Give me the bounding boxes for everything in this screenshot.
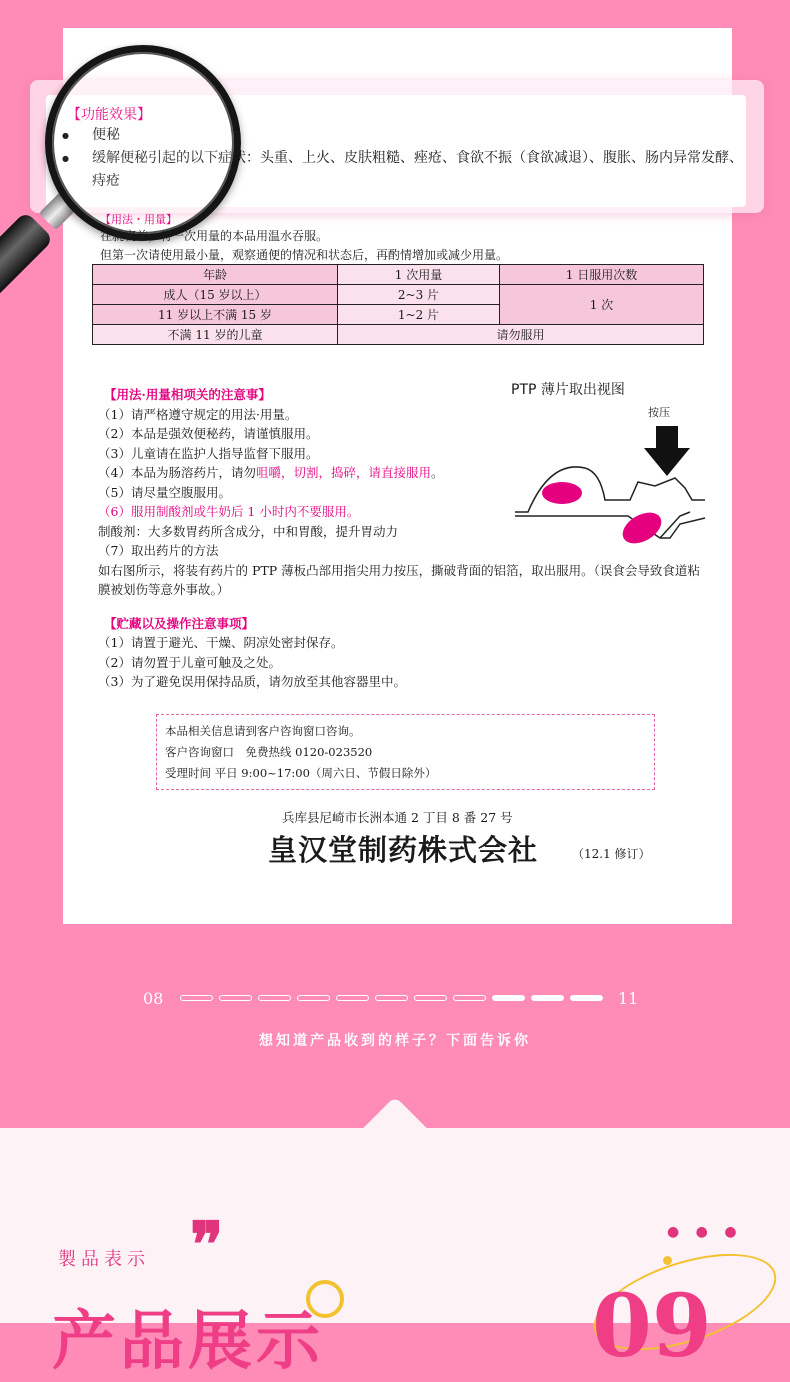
note-line: 如右图所示，将装有药片的 PTP 薄板凸部用指尖用力按压，撕破背面的铝箔，取出服用。（误食会导致食道粘膜被划伤等意外事故。）	[98, 562, 700, 597]
ptp-title: PTP 薄片取出视图	[511, 382, 625, 398]
table-header: 1 日服用次数	[500, 265, 704, 285]
company-name: 皇汉堂制药株式会社	[268, 833, 539, 867]
info-line: 受理时间 平日 9:00~17:00（周六日、节假日除外）	[165, 766, 437, 780]
table-cell: 成人（15 岁以上）	[93, 285, 338, 305]
quote-icon: ❞	[190, 1208, 224, 1281]
foil-tear	[660, 512, 690, 538]
effects-item: ● 缓解便秘引起的以下症状：头重、上火、皮肤粗糙、痤疮、食欲不振（食欲减退）、腹胀、肠内异常发酵、痔疮	[62, 147, 752, 193]
effects-title: 【功能效果】	[67, 107, 151, 123]
press-label: 按压	[648, 406, 670, 419]
note-line: （1）请严格遵守规定的用法·用量。	[98, 406, 298, 422]
pager-step	[375, 995, 408, 1001]
contact-info-box	[156, 714, 655, 790]
note-text: 。	[430, 465, 444, 480]
company-address: 兵库县尼崎市长洲本通 2 丁目 8 番 27 号	[282, 810, 513, 825]
pager-step	[258, 995, 291, 1001]
note-line: （5）请尽量空腹服用。	[98, 484, 231, 500]
arrow-shaft	[656, 426, 678, 448]
section-label: 製品表示	[58, 1249, 150, 1270]
pager-end: 11	[618, 989, 639, 1008]
pager-step	[297, 995, 330, 1001]
info-line: 客户咨询窗口 免费热线 0120-023520	[165, 745, 373, 759]
table-header: 1 次用量	[338, 265, 500, 285]
usage-line: 但第一次请使用最小量，观察通便的情况和状态后，再酌情增加或减少用量。	[100, 248, 509, 262]
table-cell: 1~2 片	[338, 305, 500, 325]
storage-line: （1）请置于避光、干燥、阴凉处密封保存。	[98, 635, 344, 650]
pager-step	[453, 995, 486, 1001]
magnifier-handle	[0, 211, 54, 303]
pager-step	[414, 995, 447, 1001]
pager-step	[531, 995, 564, 1001]
pager-step	[180, 995, 213, 1001]
pager-step	[219, 995, 252, 1001]
note-highlight: 咀嚼，切割，捣碎，请直接服用	[255, 465, 431, 480]
notes-title: 【用法·用量相项关的注意事】	[104, 387, 271, 402]
storage-title: 【贮藏以及操作注意事项】	[104, 615, 255, 631]
note-line: （3）儿童请在监护人指导监督下服用。	[98, 445, 319, 461]
pager-start: 08	[143, 989, 164, 1008]
storage-line: （2）请勿置于儿童可触及之处。	[98, 654, 281, 670]
pager-step	[492, 995, 525, 1001]
ptp-diagram	[510, 420, 710, 550]
table-cell: 1 次	[500, 285, 704, 325]
pager-step	[336, 995, 369, 1001]
note-line: （7）取出药片的方法	[98, 543, 219, 558]
table-cell: 2~3 片	[338, 285, 500, 305]
orbit-dot	[663, 1256, 672, 1265]
ring-decoration	[306, 1280, 344, 1318]
table-cell: 不满 11 岁的儿童	[93, 325, 338, 345]
storage-line: （3）为了避免误用保持品质，请勿放至其他容器里中。	[98, 674, 406, 689]
note-line: （6）服用制酸剂或牛奶后 1 小时内不要服用。	[98, 504, 360, 519]
tablet-icon	[617, 506, 666, 550]
table-header: 年龄	[93, 265, 338, 285]
tagline: 想知道产品收到的样子？下面告诉你	[259, 1033, 531, 1049]
note-line: （2）本品是强效便秘药，请谨慎服用。	[98, 426, 319, 441]
revision-note: （12.1 修订）	[572, 847, 651, 861]
info-line: 本品相关信息请到客户咨询窗口咨询。	[165, 724, 361, 738]
note-text: （4）本品为肠溶药片，请勿	[98, 465, 256, 480]
dose-table	[92, 264, 704, 345]
dots-icon: ● ● ●	[667, 1224, 743, 1240]
pager-progress	[180, 995, 603, 1001]
tablet-icon	[542, 482, 582, 504]
note-line: 制酸剂：大多数胃药所含成分，中和胃酸，提升胃动力	[98, 523, 399, 539]
pager-step	[570, 995, 603, 1001]
press-arrow-icon	[644, 448, 690, 476]
usage-title: 【用法・用量】	[100, 213, 177, 226]
table-cell: 请勿服用	[338, 325, 704, 345]
usage-line: 在就寝前，将一次用量的本品用温水吞服。	[100, 229, 329, 243]
effects-item: ● 便秘	[62, 124, 752, 147]
section-title: 产品展示	[52, 1304, 324, 1379]
table-cell: 11 岁以上不满 15 岁	[93, 305, 338, 325]
section-number: 09	[592, 1276, 712, 1377]
